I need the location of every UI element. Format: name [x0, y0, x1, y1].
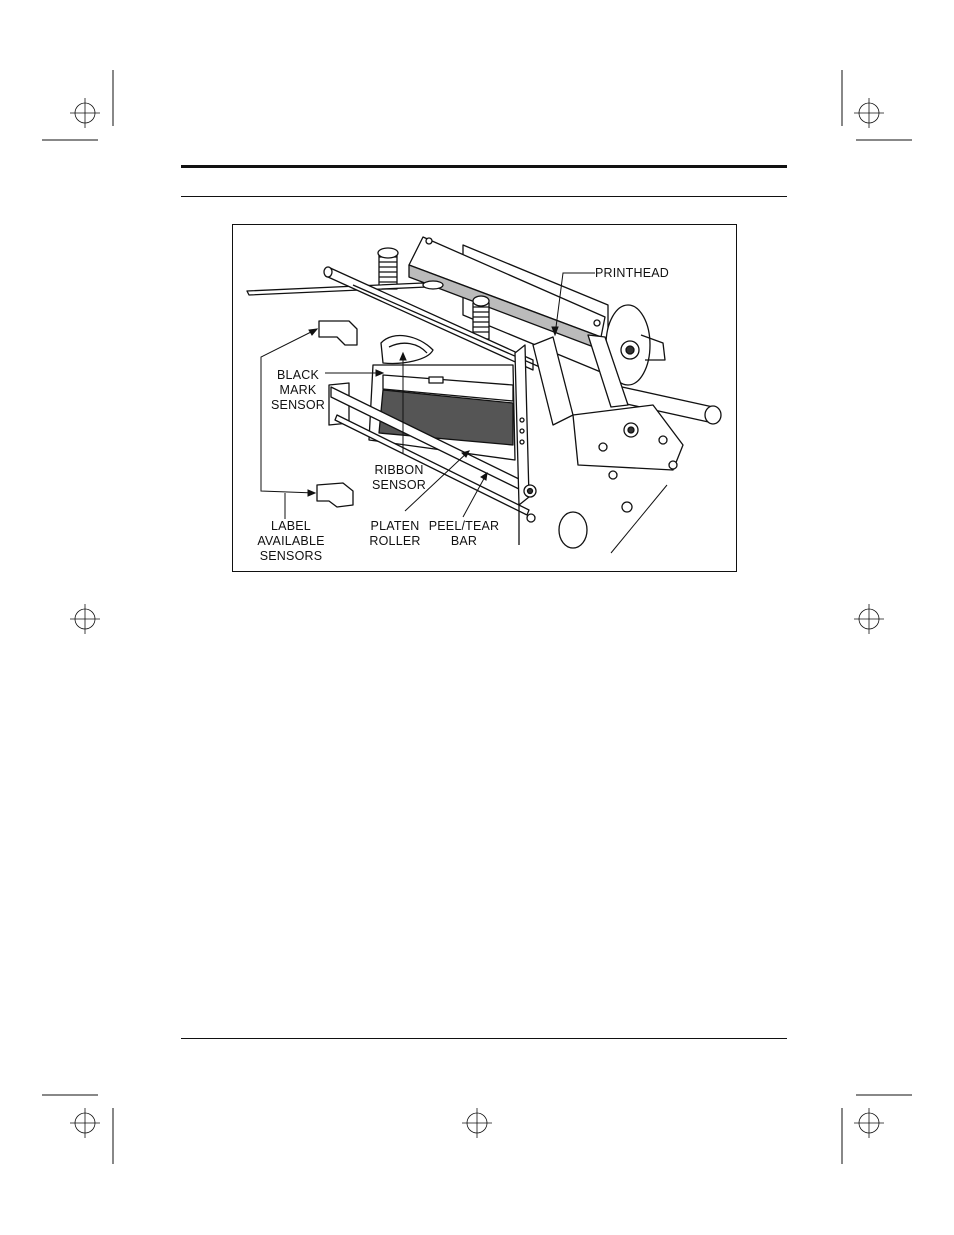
- registration-target-icon: [854, 98, 884, 128]
- registration-target-icon: [70, 1108, 100, 1138]
- printer-mechanism-figure: [232, 224, 737, 572]
- header-rule-thin: [181, 196, 787, 197]
- header-rule-thick: [181, 165, 787, 168]
- registration-target-icon: [70, 98, 100, 128]
- label-printhead: PRINTHEAD: [595, 266, 670, 280]
- label-platen-roller: PLATEN ROLLER: [369, 519, 421, 548]
- spring-left: [378, 248, 398, 289]
- label-peel-tear-bar: PEEL/TEAR BAR: [428, 519, 500, 548]
- label-ribbon-sensor: RIBBON SENSOR: [372, 463, 426, 492]
- footer-rule: [181, 1038, 787, 1039]
- registration-target-icon: [462, 1108, 492, 1138]
- label-label-available-sensors: LABEL AVAILABLE SENSORS: [257, 519, 325, 563]
- registration-target-icon: [70, 604, 100, 634]
- label-sensor-bottom: [317, 483, 353, 507]
- label-sensor-top: [319, 321, 357, 345]
- registration-target-icon: [854, 1108, 884, 1138]
- registration-target-icon: [854, 604, 884, 634]
- label-black-mark-sensor: BLACK MARK SENSOR: [271, 368, 325, 412]
- spring-middle: [473, 296, 489, 339]
